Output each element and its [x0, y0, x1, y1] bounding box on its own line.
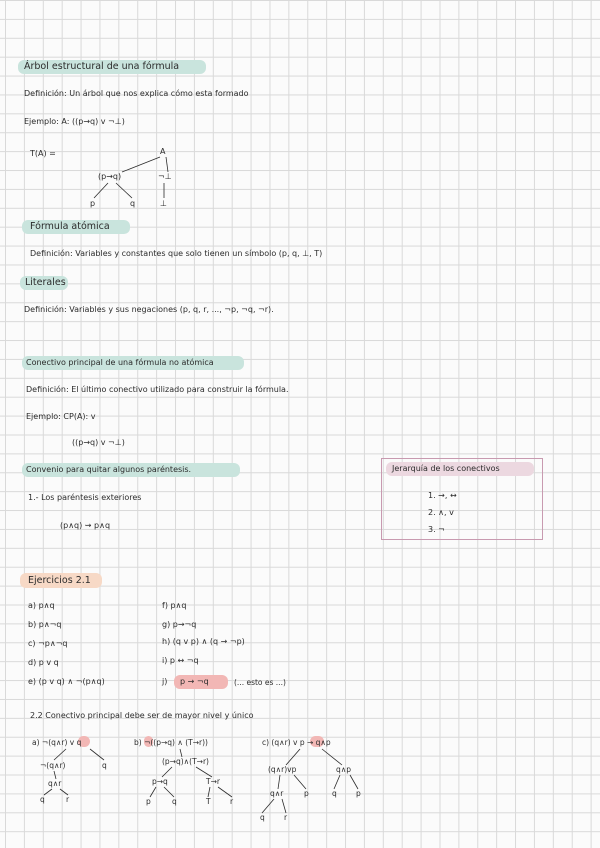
- example-conectivo: Ejemplo: CP(A): v: [26, 412, 96, 421]
- tree-c-label: c) (q∧r) v p → q∧p: [262, 738, 331, 747]
- exercise-item: a) p∧q: [28, 601, 55, 610]
- jerarquia-item: 1. →, ↔: [428, 491, 457, 500]
- tree-c-node: p: [356, 789, 361, 798]
- convenio-item-1: 1.- Los paréntesis exteriores: [28, 493, 142, 502]
- jerarquia-title: Jerarquía de los conectivos: [392, 464, 500, 473]
- tree-a-node: r: [66, 795, 70, 804]
- tree-leaf-p: p: [90, 199, 96, 208]
- tree-node-left: (p→q): [98, 172, 122, 181]
- exercise-item: b) p∧¬q: [28, 620, 62, 629]
- ejercicios-title: Ejercicios 2.1: [28, 575, 91, 586]
- tree-leaf-bottom: ⊥: [160, 199, 167, 208]
- exercise-22-title: 2.2 Conectivo principal debe ser de mayor nivel y único: [30, 711, 254, 720]
- tree-label: T(A) =: [30, 149, 56, 158]
- exercise-item: i) p ↔ ¬q: [162, 656, 199, 665]
- exercise-item: d) p v q: [28, 658, 59, 667]
- exercise-item: h) (q v p) ∧ (q → ¬p): [162, 637, 245, 646]
- tree-c-node: q: [260, 813, 265, 822]
- tree-c-node: (q∧r)vp: [268, 765, 297, 774]
- tree-a-node: q: [40, 795, 45, 804]
- exercise-item: g) p→¬q: [162, 620, 197, 629]
- exercise-item: f) p∧q: [162, 601, 187, 610]
- section-title-atomica: Fórmula atómica: [30, 221, 110, 232]
- exercise-item: e) (p v q) ∧ ¬(p∧q): [28, 677, 105, 686]
- convenio-item-1-example: (p∧q) ⇝ p∧q: [60, 521, 111, 530]
- exercise-j-formula: p → ¬q: [180, 677, 209, 686]
- section-title-conectivo: Conectivo principal de una fórmula no atómica: [26, 358, 214, 367]
- tree-b-node: r: [230, 797, 234, 806]
- tree-a-node: ¬(q∧r): [40, 761, 66, 770]
- tree-c-node: q: [332, 789, 337, 798]
- exercise-item: c) ¬p∧¬q: [28, 639, 68, 648]
- tree-b-node: p: [146, 797, 151, 806]
- tree-b-node: T→r: [206, 777, 220, 786]
- definition-atomica: Definición: Variables y constantes que solo tienen un símbolo (p, q, ⊥, T): [30, 249, 323, 258]
- tree-a-node: q: [102, 761, 107, 770]
- tree-c-node: p: [304, 789, 309, 798]
- tree-c-node: q∧p: [336, 765, 352, 774]
- tree-c-node: r: [284, 813, 288, 822]
- tree-c-node: q∧r: [270, 789, 284, 798]
- tree-b-node: (p→q)∧(T→r): [162, 757, 209, 766]
- tree-node-right: ¬⊥: [158, 172, 172, 181]
- example-arbol: Ejemplo: A: ((p→q) v ¬⊥): [24, 117, 125, 126]
- tree-a-label: a) ¬(q∧r) v q: [32, 738, 82, 747]
- tree-root: A: [160, 147, 166, 156]
- definition-literales: Definición: Variables y sus negaciones (p, q, r, ..., ¬p, ¬q, ¬r).: [24, 305, 274, 314]
- tree-leaf-q: q: [130, 199, 136, 208]
- tree-b-node: T: [206, 797, 211, 806]
- section-title-convenio: Convenio para quitar algunos paréntesis.: [26, 465, 192, 474]
- tree-a-node: q∧r: [48, 779, 62, 788]
- section-title-arbol: Árbol estructural de una fórmula: [24, 61, 180, 72]
- jerarquia-item: 3. ¬: [428, 525, 445, 534]
- tree-b-node: p→q: [152, 777, 168, 786]
- section-title-literales: Literales: [25, 277, 66, 288]
- tree-b-node: q: [172, 797, 177, 806]
- exercise-j-label: j): [162, 677, 168, 686]
- example-formula: ((p→q) v ¬⊥): [72, 438, 125, 447]
- exercise-j-note: (... esto es ...): [234, 678, 286, 687]
- definition-arbol: Definición: Un árbol que nos explica cómo esta formado: [24, 89, 249, 98]
- jerarquia-item: 2. ∧, v: [428, 508, 454, 517]
- tree-b-label: b) ¬((p→q) ∧ (T→r)): [134, 738, 208, 747]
- definition-conectivo: Definición: El último conectivo utilizado para construir la fórmula.: [26, 385, 289, 394]
